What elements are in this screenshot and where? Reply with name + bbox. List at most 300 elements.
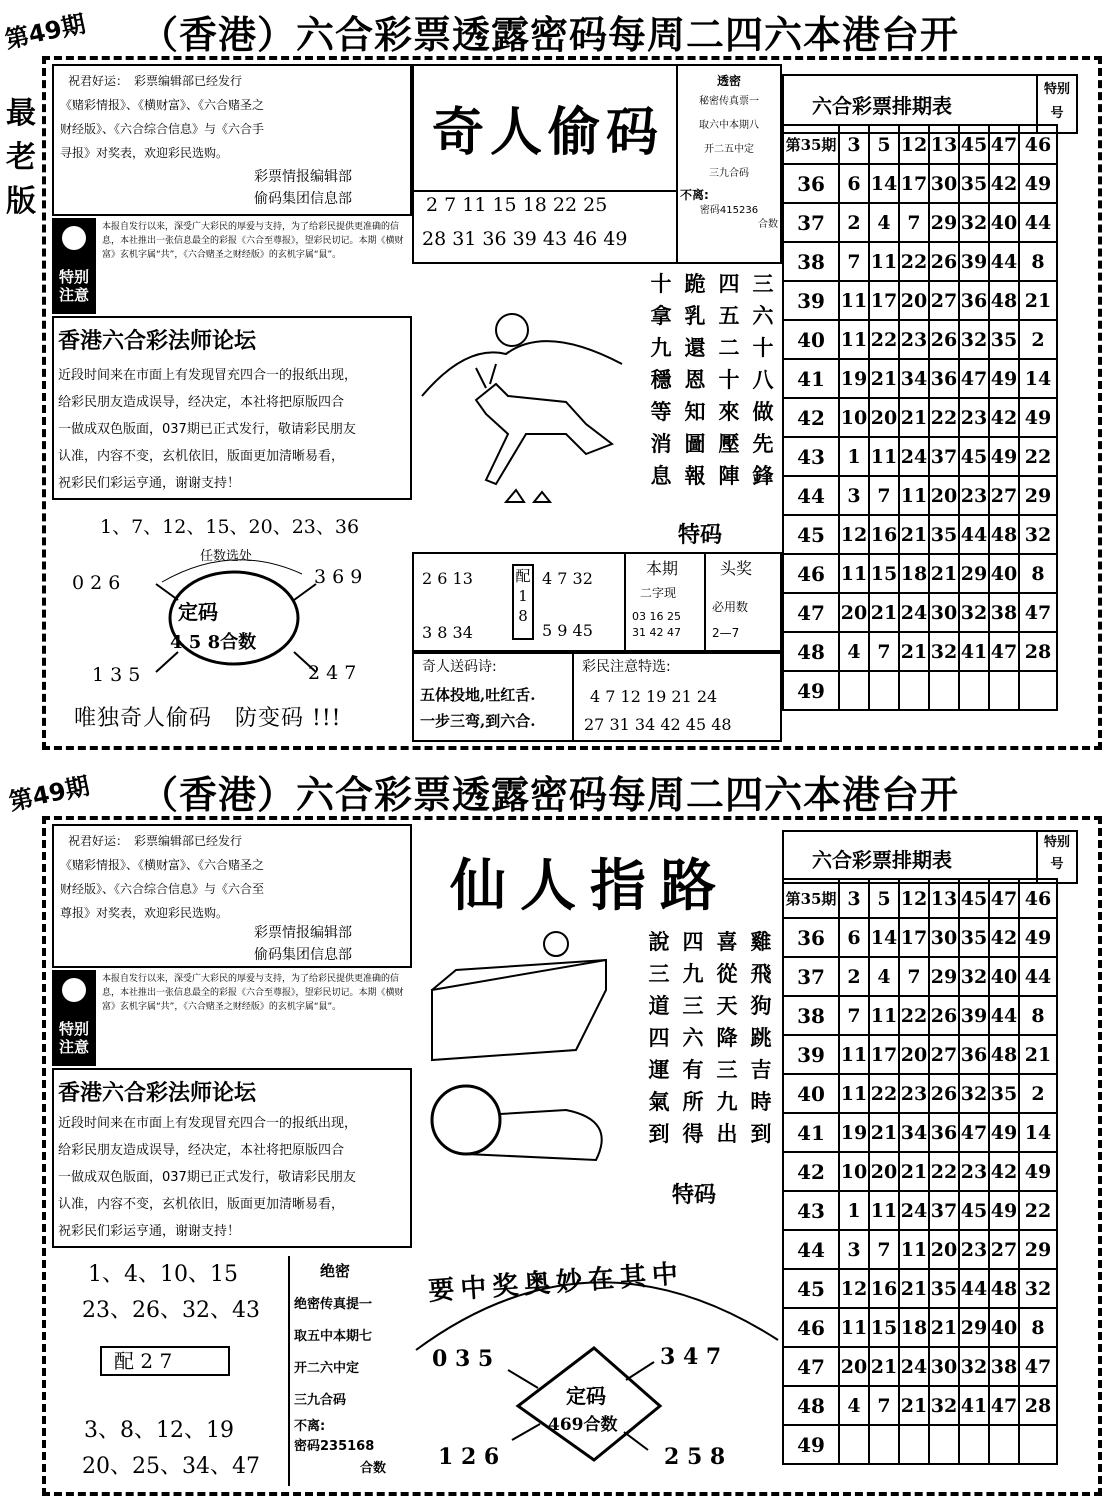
schedule-row — [783, 1230, 1057, 1269]
period-cell: 39 — [783, 281, 839, 320]
number-cell: 42 — [989, 164, 1019, 203]
number-cell: 47 — [989, 1386, 1019, 1425]
number-cell: 39 — [959, 996, 989, 1035]
oval-bl: 1 3 5 — [92, 664, 141, 686]
issue-number: 第49期 — [2, 9, 88, 55]
songma-box — [412, 652, 782, 742]
period-cell: 38 — [783, 996, 839, 1035]
number-cell: 6 — [839, 164, 869, 203]
special-number-cell: 14 — [1019, 1113, 1057, 1152]
greeting-sign: 偷码集团信息部 — [254, 191, 352, 207]
number-cell: 30 — [929, 918, 959, 957]
oval-center-title: 定码 — [178, 600, 218, 624]
number-cell: 47 — [959, 1113, 989, 1152]
schedule-row — [783, 203, 1057, 242]
number-cell: 21 — [899, 515, 929, 554]
secret-line: 绝密传真提一 — [294, 1297, 373, 1312]
schedule-row — [783, 398, 1057, 437]
notice-text: 本报自发行以来，深受广大彩民的厚爱与支持，为了给彩民提供更准确的信息，本社推出一张信息最全的彩报《六合至尊报》，望彩民切记。本期《横财富》玄机字属“共”，《六合赌圣之财经版》的玄机字属“鼠”。 — [102, 222, 404, 260]
number-cell: 32 — [959, 320, 989, 359]
greeting-box — [52, 64, 412, 216]
special-number-cell: 8 — [1019, 554, 1057, 593]
main-title: 奇人偷码 — [432, 102, 665, 163]
number-cell: 39 — [959, 242, 989, 281]
number-cell: 7 — [899, 203, 929, 242]
number-cell: 36 — [959, 1035, 989, 1074]
number-cell: 22 — [899, 996, 929, 1035]
number-cell: 22 — [869, 320, 899, 359]
banner-title: （香港）六合彩票透露密码每周二四六本港台开 — [140, 772, 960, 817]
number-cell: 32 — [929, 1386, 959, 1425]
period-cell: 40 — [783, 320, 839, 359]
number-cell: 17 — [869, 281, 899, 320]
number-cell: 32 — [959, 1074, 989, 1113]
oval-arc-text: 任数选处 — [200, 549, 253, 564]
number-cell: 24 — [899, 1347, 929, 1386]
number-cell: 3 — [839, 879, 869, 918]
special-number-cell: 46 — [1019, 879, 1057, 918]
notice-box — [52, 970, 412, 1066]
bottom-numbers — [52, 1250, 288, 1490]
number-cell: 17 — [899, 918, 929, 957]
number-cell: 42 — [989, 1152, 1019, 1191]
notice-text: 本报自发行以来，深受广大彩民的厚爱与支持，为了给彩民提供更准确的信息，本社推出一张信息最全的彩报《六合至尊报》，望彩民切记。本期《横财富》玄机字属“共”，《六合赌圣之财经版》的玄机字属“鼠”。 — [102, 974, 404, 1012]
schedule-row — [783, 918, 1057, 957]
number-cell: 37 — [929, 437, 959, 476]
number-cell: 38 — [989, 593, 1019, 632]
period-cell: 第35期 — [783, 125, 839, 164]
number-cell: 26 — [929, 1074, 959, 1113]
number-cell: 21 — [869, 1347, 899, 1386]
number-cell: 11 — [899, 476, 929, 515]
forum-line: 一做成双色版面，037期已正式发行，敬请彩民朋友 — [58, 422, 356, 437]
number-cell: 3 — [839, 125, 869, 164]
number-cell: 7 — [899, 957, 929, 996]
number-cell: 21 — [899, 1386, 929, 1425]
schedule-special-label: 特别号 — [1043, 82, 1070, 121]
number-cell: 19 — [839, 1113, 869, 1152]
greeting-line: 财经版》、《六合综合信息》与《六合手 — [60, 122, 265, 136]
divider — [676, 66, 678, 262]
number-cell: 22 — [929, 1152, 959, 1191]
number-cell: 30 — [929, 164, 959, 203]
pei-box: 配 2 7 — [100, 1346, 230, 1376]
schedule-row — [783, 593, 1057, 632]
number-cell: 21 — [869, 593, 899, 632]
number-cell: 49 — [989, 437, 1019, 476]
number-cell: 22 — [899, 242, 929, 281]
num-line: 20、25、34、47 — [82, 1454, 260, 1479]
forum-line: 祝彩民们彩运亨通，谢谢支持！ — [58, 1224, 241, 1239]
schedule-row — [783, 1191, 1057, 1230]
period-cell: 37 — [783, 203, 839, 242]
schedule-row — [783, 957, 1057, 996]
number-cell: 4 — [869, 957, 899, 996]
greeting-box — [52, 824, 412, 968]
special-number-cell: 21 — [1019, 281, 1057, 320]
pei-right: 4 7 32 — [542, 569, 593, 588]
period-cell: 47 — [783, 593, 839, 632]
main-title: 仙人指路 — [450, 853, 730, 919]
poem-block — [640, 268, 780, 498]
num-line: 3、8、12、19 — [84, 1418, 234, 1443]
number-cell: 29 — [929, 957, 959, 996]
forum-line: 近段时间来在市面上有发现冒充四合一的报纸出现， — [58, 368, 358, 383]
secret-bu: 不离: — [294, 1419, 326, 1434]
number-cell: 44 — [989, 242, 1019, 281]
number-cell: 26 — [929, 320, 959, 359]
number-cell: 40 — [989, 957, 1019, 996]
forum-title: 香港六合彩法师论坛 — [58, 328, 257, 354]
number-cell: 29 — [959, 554, 989, 593]
number-cell: 47 — [989, 632, 1019, 671]
number-cell: 11 — [839, 281, 869, 320]
benqi-nums: 03 16 25 — [632, 610, 681, 623]
forum-line: 近段时间来在市面上有发现冒充四合一的报纸出现， — [58, 1116, 358, 1131]
period-cell: 49 — [783, 1425, 839, 1464]
number-cell: 45 — [959, 125, 989, 164]
number-cell: 49 — [989, 359, 1019, 398]
period-cell: 47 — [783, 1347, 839, 1386]
special-number-cell: 44 — [1019, 203, 1057, 242]
poem-col: 喜 從 天 降 三 九 出 — [716, 929, 738, 1146]
schedule-row — [783, 359, 1057, 398]
number-cell: 47 — [959, 359, 989, 398]
number-cell: 11 — [869, 1191, 899, 1230]
notice-box — [52, 218, 412, 314]
schedule-row — [783, 671, 1057, 710]
number-cell — [959, 671, 989, 710]
secret-bu: 不离: — [680, 188, 709, 202]
period-cell: 41 — [783, 1113, 839, 1152]
schedule-row — [783, 242, 1057, 281]
number-cell: 48 — [989, 1035, 1019, 1074]
num-line: 23、26、32、43 — [82, 1298, 260, 1323]
number-cell: 35 — [959, 164, 989, 203]
number-cell: 19 — [839, 359, 869, 398]
special-number-cell: 46 — [1019, 125, 1057, 164]
number-cell: 11 — [869, 996, 899, 1035]
banner-title: （香港）六合彩票透露密码每周二四六本港台开 — [140, 12, 960, 57]
secret-code: 密码235168 — [294, 1439, 375, 1454]
period-cell: 36 — [783, 164, 839, 203]
pei-mid: 配 1 8 — [512, 564, 534, 640]
number-cell: 41 — [959, 1386, 989, 1425]
number-cell: 1 — [839, 1191, 869, 1230]
number-cell: 34 — [899, 359, 929, 398]
forum-box — [52, 1068, 412, 1248]
period-cell: 39 — [783, 1035, 839, 1074]
arc-text: 要中奖奥妙在其中 — [427, 1259, 685, 1307]
deer-illustration — [416, 284, 636, 524]
number-cell: 10 — [839, 398, 869, 437]
schedule-special-label: 特别号 — [1043, 835, 1070, 872]
texuan-line: 27 31 34 42 45 48 — [584, 715, 732, 734]
forum-box — [52, 316, 412, 500]
bomb-icon — [62, 978, 86, 1002]
number-cell: 20 — [899, 1035, 929, 1074]
number-cell: 35 — [989, 1074, 1019, 1113]
notice-badge: 特别注意 — [52, 970, 96, 1066]
number-cell: 37 — [929, 1191, 959, 1230]
number-cell: 11 — [839, 1074, 869, 1113]
number-cell: 45 — [959, 1191, 989, 1230]
number-cell: 15 — [869, 554, 899, 593]
number-cell — [929, 1425, 959, 1464]
schedule-row — [783, 1386, 1057, 1425]
special-number-cell: 29 — [1019, 476, 1057, 515]
period-cell: 37 — [783, 957, 839, 996]
forum-line: 给彩民朋友造成误导，经决定，本社将把原版四合 — [58, 395, 345, 410]
forum-line: 一做成双色版面，037期已正式发行，敬请彩民朋友 — [58, 1170, 356, 1185]
greeting-line: 尊报》对奖表，欢迎彩民选购。 — [60, 906, 229, 920]
period-cell: 41 — [783, 359, 839, 398]
special-number-cell: 44 — [1019, 957, 1057, 996]
number-cell: 29 — [929, 203, 959, 242]
forum-title: 香港六合彩法师论坛 — [58, 1080, 257, 1106]
period-cell: 44 — [783, 476, 839, 515]
oval-right: 3 6 9 — [314, 566, 363, 588]
greeting-line: 《赌彩情报》、《横财富》、《六合赌圣之 — [60, 858, 265, 872]
number-cell: 13 — [929, 879, 959, 918]
schedule-row — [783, 515, 1057, 554]
title-box — [412, 64, 782, 264]
oval-numbers: 1、7、12、15、20、23、36 — [100, 516, 360, 538]
oval-left: 0 2 6 — [72, 572, 121, 594]
texuan-line: 4 7 12 19 21 24 — [590, 687, 718, 706]
forum-line: 祝彩民们彩运亨通，谢谢支持！ — [58, 476, 241, 491]
number-cell: 12 — [839, 1269, 869, 1308]
number-cell: 27 — [929, 281, 959, 320]
special-number-cell: 14 — [1019, 359, 1057, 398]
special-number-cell: 8 — [1019, 242, 1057, 281]
poem-col: 四 五 二 十 來 壓 陣 — [718, 271, 740, 488]
number-cell: 12 — [839, 515, 869, 554]
special-number-cell: 22 — [1019, 1191, 1057, 1230]
period-cell: 第35期 — [783, 879, 839, 918]
period-cell: 40 — [783, 1074, 839, 1113]
number-cell: 16 — [869, 515, 899, 554]
side-label — [6, 92, 42, 224]
diamond-br: 2 5 8 — [664, 1444, 726, 1470]
schedule-table-top — [782, 124, 1058, 711]
secret-line: 三九合码 — [709, 168, 749, 179]
diamond-tl: 0 3 5 — [432, 1346, 494, 1372]
poem-block — [636, 926, 782, 1156]
secret-line: 取五中本期七 — [294, 1329, 373, 1344]
number-cell: 23 — [899, 1074, 929, 1113]
number-cell: 21 — [869, 1113, 899, 1152]
number-cell: 2 — [839, 203, 869, 242]
songma-line: 五体投地,吐红舌. — [420, 686, 536, 704]
number-cell: 21 — [929, 1308, 959, 1347]
number-cell: 47 — [989, 125, 1019, 164]
tema-label: 特码 — [678, 522, 723, 548]
number-cell: 40 — [989, 554, 1019, 593]
number-cell — [839, 671, 869, 710]
period-cell: 36 — [783, 918, 839, 957]
schedule-row — [783, 164, 1057, 203]
special-number-cell: 49 — [1019, 164, 1057, 203]
special-number-cell: 8 — [1019, 1308, 1057, 1347]
number-cell: 45 — [959, 437, 989, 476]
lion-illustration — [416, 920, 636, 1200]
number-cell: 13 — [929, 125, 959, 164]
number-cell: 7 — [869, 476, 899, 515]
number-cell: 49 — [989, 1113, 1019, 1152]
number-cell: 23 — [959, 398, 989, 437]
schedule-row — [783, 1308, 1057, 1347]
number-cell: 12 — [899, 125, 929, 164]
period-cell: 46 — [783, 554, 839, 593]
forum-line: 认准，内容不变，玄机依旧，版面更加清晰易看， — [58, 1197, 345, 1212]
special-number-cell: 2 — [1019, 1074, 1057, 1113]
texuan-head: 彩民注意特选: — [582, 659, 671, 675]
schedule-row — [783, 437, 1057, 476]
special-number-cell: 32 — [1019, 1269, 1057, 1308]
number-cell: 27 — [989, 476, 1019, 515]
number-cell: 20 — [839, 1347, 869, 1386]
number-cell: 42 — [989, 398, 1019, 437]
number-cell: 27 — [989, 1230, 1019, 1269]
schedule-row — [783, 320, 1057, 359]
number-cell: 11 — [869, 437, 899, 476]
number-cell: 30 — [929, 593, 959, 632]
number-cell: 23 — [899, 320, 929, 359]
tema-label: 特码 — [672, 1182, 717, 1208]
number-cell: 7 — [869, 1386, 899, 1425]
issue-number: 第49期 — [6, 771, 92, 817]
toujiang-value: 2—7 — [712, 626, 740, 640]
number-cell: 11 — [839, 1308, 869, 1347]
special-number-cell: 49 — [1019, 398, 1057, 437]
number-cell: 44 — [989, 996, 1019, 1035]
schedule-row — [783, 1035, 1057, 1074]
number-cell: 27 — [929, 1035, 959, 1074]
number-cell: 29 — [959, 1308, 989, 1347]
schedule-header — [782, 830, 1078, 884]
period-cell: 48 — [783, 1386, 839, 1425]
number-cell: 15 — [869, 1308, 899, 1347]
number-cell: 30 — [929, 1347, 959, 1386]
number-cell: 35 — [989, 320, 1019, 359]
period-cell: 46 — [783, 1308, 839, 1347]
greeting-sign: 彩票情报编辑部 — [254, 925, 352, 941]
number-cell — [899, 1425, 929, 1464]
notice-badge: 特别注意 — [52, 218, 96, 314]
benqi-head: 本期 — [646, 559, 679, 578]
number-cell: 5 — [869, 125, 899, 164]
number-cell: 20 — [869, 1152, 899, 1191]
period-cell: 42 — [783, 1152, 839, 1191]
number-cell: 32 — [929, 632, 959, 671]
number-cell: 21 — [899, 1269, 929, 1308]
number-cell: 22 — [869, 1074, 899, 1113]
songma-head: 奇人送码诗: — [422, 659, 497, 675]
number-cell: 40 — [989, 1308, 1019, 1347]
number-cell: 5 — [869, 879, 899, 918]
period-cell: 38 — [783, 242, 839, 281]
number-cell: 20 — [869, 398, 899, 437]
poem-col: 三 六 十 八 做 先 鋒 — [752, 271, 774, 488]
num-line: 1、4、10、15 — [88, 1262, 238, 1287]
schedule-title: 六合彩票排期表 — [812, 94, 952, 118]
period-cell: 43 — [783, 1191, 839, 1230]
songma-line: 一步三弯,到六合. — [420, 712, 536, 730]
number-cell: 11 — [839, 320, 869, 359]
special-number-cell: 47 — [1019, 1347, 1057, 1386]
schedule-row — [783, 879, 1057, 918]
bomb-icon — [62, 226, 86, 250]
number-cell: 21 — [899, 1152, 929, 1191]
diamond-sub: 469合数 — [548, 1415, 618, 1435]
number-cell: 24 — [899, 1191, 929, 1230]
number-cell: 35 — [929, 515, 959, 554]
period-cell: 42 — [783, 398, 839, 437]
forum-line: 认准，内容不变，玄机依旧，版面更加清晰易看， — [58, 449, 345, 464]
schedule-row — [783, 1152, 1057, 1191]
pei-left: 3 8 34 — [422, 623, 473, 642]
toujiang-head: 头奖 — [720, 559, 753, 578]
nums-row: 2 7 11 15 18 22 25 — [426, 194, 608, 216]
special-number-cell: 47 — [1019, 593, 1057, 632]
number-cell: 21 — [899, 398, 929, 437]
schedule-row — [783, 1074, 1057, 1113]
oval-center-sub: 4 5 8合数 — [170, 632, 257, 653]
benqi-nums: 31 42 47 — [632, 626, 681, 639]
period-cell: 44 — [783, 1230, 839, 1269]
number-cell: 49 — [989, 1191, 1019, 1230]
secret-code: 密码415236 — [699, 205, 759, 216]
number-cell: 7 — [869, 632, 899, 671]
special-number-cell: 21 — [1019, 1035, 1057, 1074]
side-label-char: 最 — [6, 96, 36, 131]
special-number-cell: 49 — [1019, 918, 1057, 957]
number-cell: 48 — [989, 515, 1019, 554]
schedule-row — [783, 125, 1057, 164]
poem-col: 雞 飛 狗 跳 吉 時 到 — [750, 929, 772, 1146]
nums-row: 28 31 36 39 43 46 49 — [422, 228, 628, 250]
number-cell: 24 — [899, 437, 929, 476]
schedule-table-bottom — [782, 878, 1058, 1465]
slogan: 唯独奇人偷码 防变码 !!! — [74, 706, 342, 731]
greeting-line: 财经版》、《六合综合信息》与《六合至 — [60, 882, 265, 896]
number-cell: 23 — [959, 1152, 989, 1191]
forum-text — [58, 362, 357, 497]
special-number-cell — [1019, 1425, 1057, 1464]
number-cell: 32 — [959, 957, 989, 996]
number-cell: 26 — [929, 996, 959, 1035]
secret-box — [288, 1256, 410, 1486]
number-cell: 7 — [839, 242, 869, 281]
number-cell: 11 — [839, 554, 869, 593]
number-cell: 40 — [989, 203, 1019, 242]
number-cell: 41 — [959, 632, 989, 671]
diamond-center: 定码 — [566, 1384, 606, 1408]
number-cell: 10 — [839, 1152, 869, 1191]
number-cell: 20 — [929, 476, 959, 515]
secret-head: 透密 — [716, 74, 741, 88]
special-number-cell — [1019, 671, 1057, 710]
special-number-cell: 8 — [1019, 996, 1057, 1035]
poem-col: 十 拿 九 穩 等 消 息 — [650, 271, 672, 488]
number-cell — [989, 1425, 1019, 1464]
schedule-title: 六合彩票排期表 — [812, 848, 952, 872]
secret-tail: 合数 — [360, 1461, 387, 1476]
schedule-row — [783, 632, 1057, 671]
number-cell: 32 — [959, 203, 989, 242]
greeting-line: 寻报》对奖表，欢迎彩民选购。 — [60, 146, 229, 160]
